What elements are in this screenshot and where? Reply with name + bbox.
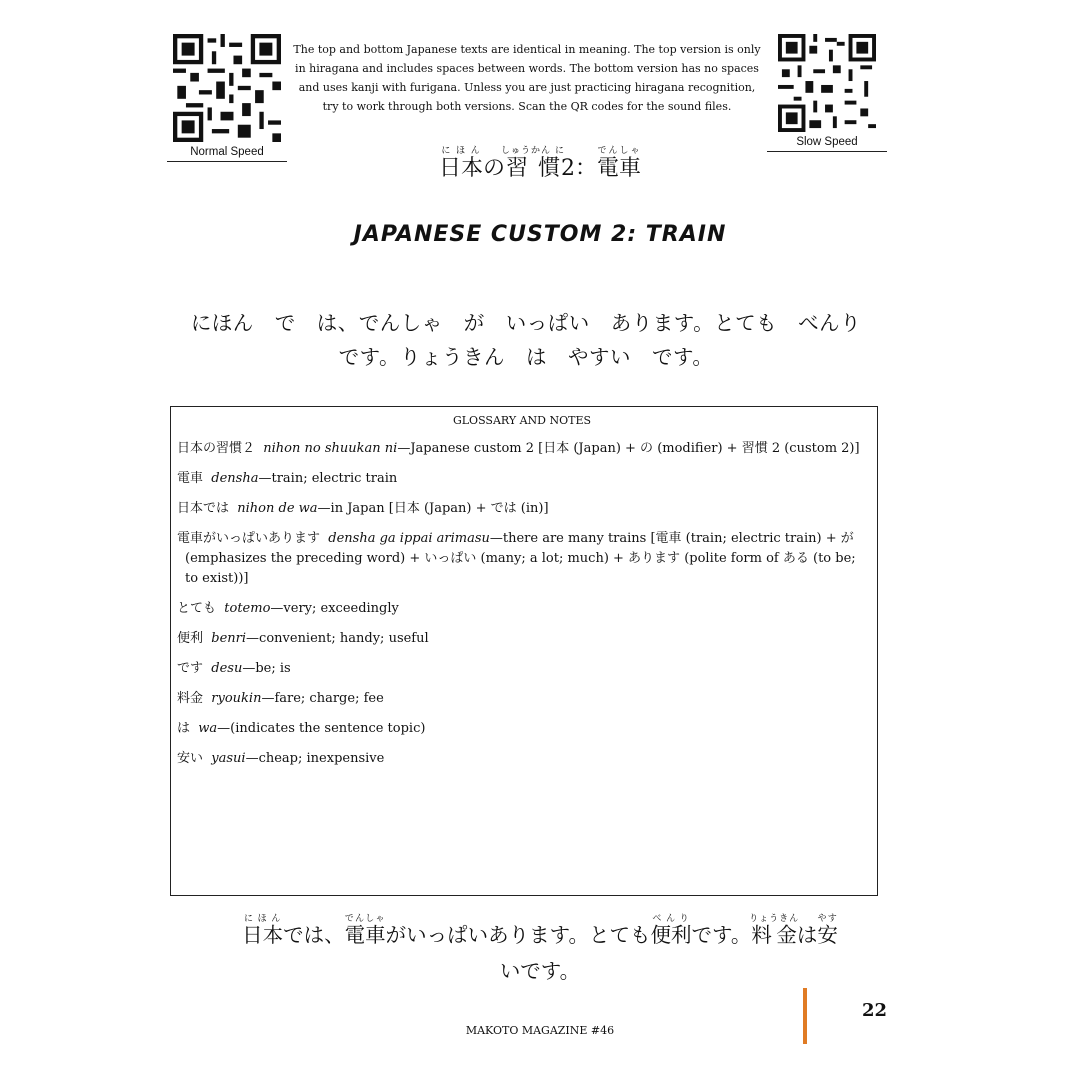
glossary-entry: 日本の習慣２ nihon no shuukan ni—Japanese custom 2 [日本 (Japan) + の (modifier) + 習慣 2 (custom 2)] — [177, 441, 860, 456]
qr-slow-speed-label: Slow Speed — [767, 136, 887, 152]
qr-normal-speed-label: Normal Speed — [167, 146, 287, 162]
hiragana-text: にほん で は、でんしゃ が いっぱい あります。とても べんり です。りょうきん は やすい です。 — [190, 311, 883, 369]
qr-code-icon — [173, 34, 281, 142]
glossary-entry: 電車 densha—train; electric train — [177, 471, 398, 486]
glossary-entry: 便利 benri—convenient; handy; useful — [177, 631, 429, 646]
glossary-entry: 料金 ryoukin—fare; charge; fee — [177, 691, 384, 706]
title-english: JAPANESE CUSTOM 2: TRAIN — [353, 222, 727, 247]
glossary-entry: 日本では nihon de wa—in Japan [日本 (Japan) + では (in)] — [177, 501, 549, 516]
qr-code-icon — [778, 34, 876, 132]
kanji-text: 日本にほんでは、電車でんしゃがいっぱいあります。とても便利べんりです。料金りょうきんは安やす いです。 — [242, 914, 838, 983]
glossary-entry: 安い yasui—cheap; inexpensive — [177, 751, 385, 766]
footer-magazine: MAKOTO MAGAZINE #46 — [465, 1024, 615, 1037]
intro-text: The top and bottom Japanese texts are identical in meaning. The top version is only in hiragana and includes spaces between words. The bottom version has no spaces and uses kanji with furigana. Unless you are just practicing hiragana recognition, try to work through both versions. Scan the QR codes for the sound files. — [293, 43, 761, 113]
glossary-heading: GLOSSARY AND NOTES — [452, 414, 592, 427]
glossary-entry: とても totemo—very; exceedingly — [177, 601, 399, 616]
accent-rule — [803, 988, 807, 1044]
glossary-entry: です desu—be; is — [177, 661, 291, 676]
qr-slow-speed[interactable] — [767, 34, 887, 152]
glossary-entry: は wa—(indicates the sentence topic) — [177, 721, 426, 736]
page-number: 22 — [862, 1000, 888, 1021]
glossary-box — [170, 406, 878, 896]
qr-normal-speed[interactable] — [167, 34, 287, 162]
glossary-entry: 電車がいっぱいあります densha ga ippai arimasu—there are many trains [電車 (train; electric train) + が (emphasizes the preceding word) + いっぱい (many; a lot; much) + あります (polite form of ある (to be; to exist))] — [177, 531, 856, 586]
title-japanese: 日本にほんの習慣しゅうかん に2：電車でんしゃ — [439, 146, 641, 181]
